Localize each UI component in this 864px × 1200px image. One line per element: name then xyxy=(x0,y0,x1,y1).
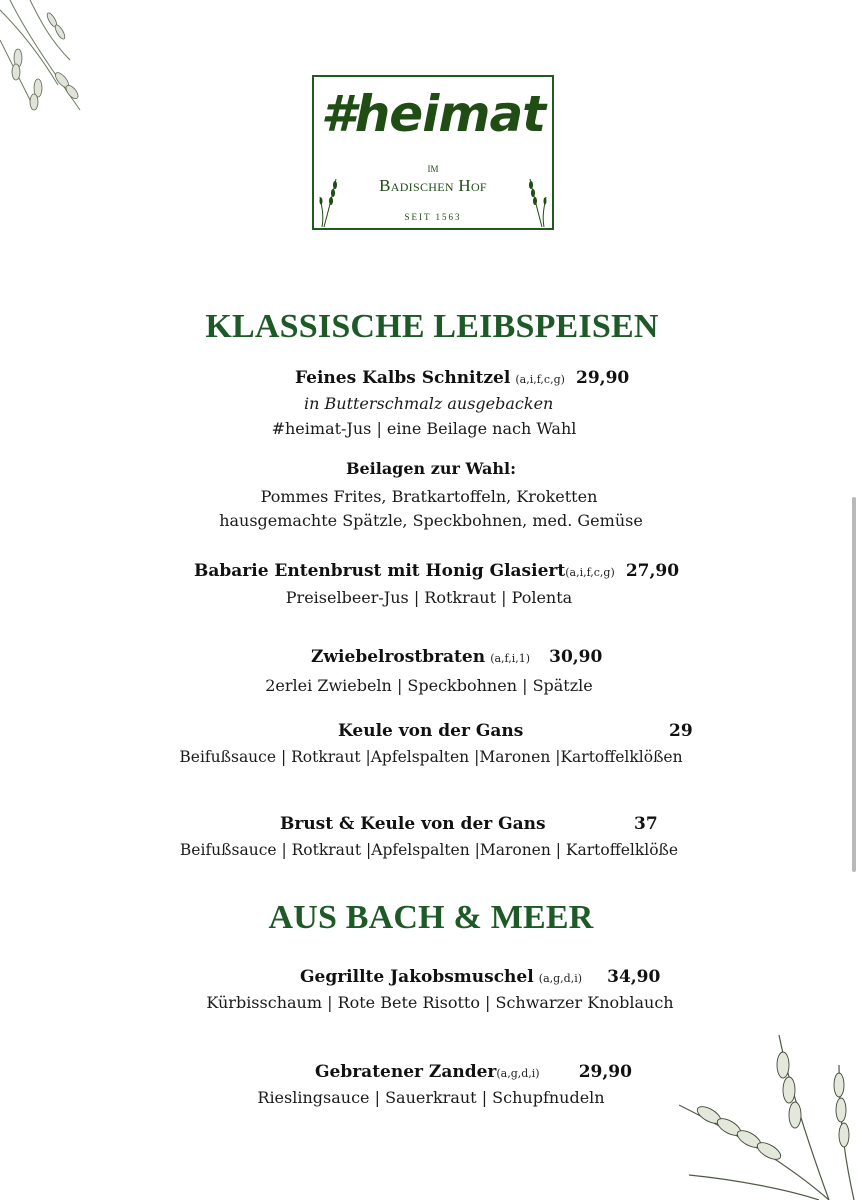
dish-name: Feines Kalbs Schnitzel xyxy=(295,368,511,388)
dish-name: Zwiebelrostbraten xyxy=(311,647,486,667)
dish-name: Babarie Entenbrust mit Honig Glasiert xyxy=(194,561,566,581)
wheat-decoration-top-left-icon xyxy=(0,0,95,120)
dish-allergens: (a,f,i,1) xyxy=(490,652,531,665)
menu-item-schnitzel xyxy=(295,368,629,388)
menu-item-jakobsmuschel xyxy=(300,967,660,987)
menu-item-zander xyxy=(315,1062,632,1082)
dish-description: #heimat-Jus | eine Beilage nach Wahl xyxy=(271,419,577,438)
dish-description: Kürbisschaum | Rote Bete Risotto | Schwarzer Knoblauch xyxy=(206,993,674,1012)
dish-description: 2erlei Zwiebeln | Speckbohnen | Spätzle xyxy=(265,676,593,695)
dish-price: 29,90 xyxy=(576,368,630,388)
sides-line: hausgemachte Spätzle, Speckbohnen, med. Gemüse xyxy=(219,511,643,530)
dish-price: 29,90 xyxy=(578,1062,632,1082)
restaurant-logo xyxy=(312,75,554,230)
dish-description: Rieslingsauce | Sauerkraut | Schupfnudeln xyxy=(257,1088,605,1107)
logo-script: #heimat xyxy=(320,85,546,143)
dish-description: Preiselbeer-Jus | Rotkraut | Polenta xyxy=(285,588,573,607)
dish-allergens: (a,i,f,c,g) xyxy=(515,373,565,386)
logo-wheat-icon xyxy=(318,177,346,227)
dish-description-italic: in Butterschmalz ausgebacken xyxy=(304,394,554,413)
dish-price: 34,90 xyxy=(607,967,661,987)
logo-since: SEIT 1563 xyxy=(404,212,462,222)
section-title-classics: KLASSISCHE LEIBSPEISEN xyxy=(205,308,659,345)
dish-name: Gegrillte Jakobsmuschel xyxy=(300,967,534,987)
dish-name: Brust & Keule von der Gans xyxy=(280,814,546,834)
dish-allergens: (a,i,f,c,g) xyxy=(565,566,615,579)
section-title-fish: AUS BACH & MEER xyxy=(268,899,594,936)
logo-wheat-icon xyxy=(520,177,548,227)
logo-im: IM xyxy=(427,164,439,174)
dish-price: 37 xyxy=(634,814,658,834)
dish-price: 29 xyxy=(669,721,693,741)
dish-name: Gebratener Zander xyxy=(315,1062,497,1082)
dish-price: 27,90 xyxy=(625,561,680,581)
dish-name: Keule von der Gans xyxy=(338,721,524,741)
sides-title: Beilagen zur Wahl: xyxy=(345,459,517,478)
dish-description: Beifußsauce | Rotkraut |Apfelspalten |Maronen | Kartoffelklöße xyxy=(179,841,679,859)
dish-allergens: (a,g,d,i) xyxy=(496,1067,540,1080)
menu-item-entenbrust xyxy=(194,561,679,581)
dish-allergens: (a,g,d,i) xyxy=(538,972,583,985)
wheat-decoration-bottom-right-icon xyxy=(679,1035,864,1200)
logo-name: Badischen Hof xyxy=(379,176,487,195)
sides-line: Pommes Frites, Bratkartoffeln, Kroketten xyxy=(260,487,598,506)
menu-item-zwiebelrostbraten xyxy=(311,647,602,667)
dish-description: Beifußsauce | Rotkraut |Apfelspalten |Maronen |Kartoffelklößen xyxy=(179,748,683,766)
dish-price: 30,90 xyxy=(549,647,603,667)
